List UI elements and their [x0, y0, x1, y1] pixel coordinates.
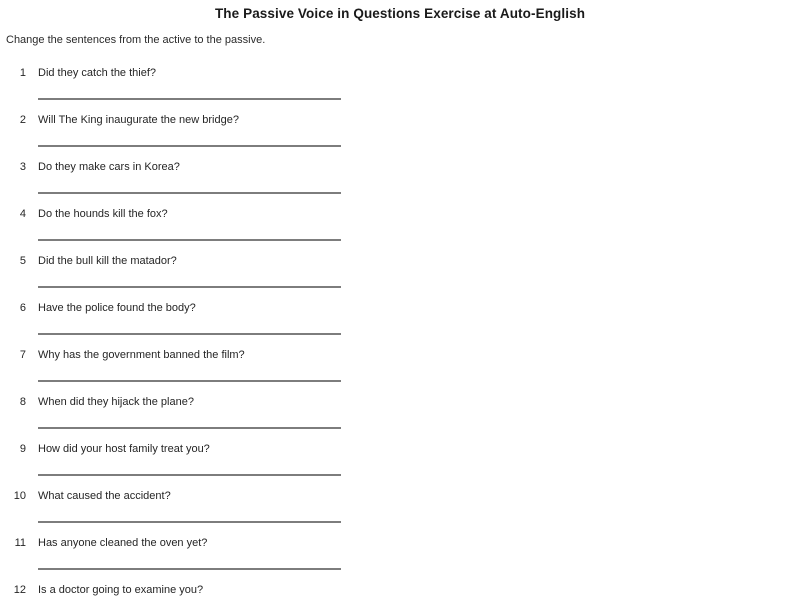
question-list: [0, 64, 800, 600]
answer-blank-line: [38, 286, 341, 288]
question-item: [0, 299, 800, 346]
question-number: 2: [19, 114, 26, 126]
question-number: 9: [19, 443, 26, 455]
question-text: Is a doctor going to examine you?: [38, 584, 204, 596]
question-text: What caused the accident?: [38, 490, 171, 502]
question-item: [0, 581, 800, 600]
question-text: Do they make cars in Korea?: [38, 161, 180, 173]
answer-blank-line: [38, 145, 341, 147]
question-number: 10: [13, 490, 26, 502]
answer-blank-line: [38, 239, 341, 241]
question-number: 5: [19, 255, 26, 267]
question-item: [0, 111, 800, 158]
question-item: [0, 487, 800, 534]
answer-blank-line: [38, 380, 341, 382]
question-text: Have the police found the body?: [38, 302, 196, 314]
question-item: [0, 440, 800, 487]
question-number: 1: [19, 67, 26, 79]
question-number: 3: [19, 161, 26, 173]
question-item: [0, 393, 800, 440]
question-item: [0, 346, 800, 393]
question-text: When did they hijack the plane?: [38, 396, 194, 408]
answer-blank-line: [38, 333, 341, 335]
instruction-text: Change the sentences from the active to the passive.: [6, 34, 266, 46]
answer-blank-line: [38, 521, 341, 523]
question-item: [0, 158, 800, 205]
answer-blank-line: [38, 427, 341, 429]
question-item: [0, 64, 800, 111]
question-number: 4: [19, 208, 26, 220]
question-item: [0, 205, 800, 252]
question-number: 8: [19, 396, 26, 408]
question-text: Did the bull kill the matador?: [38, 255, 177, 267]
question-text: Will The King inaugurate the new bridge?: [38, 114, 239, 126]
answer-blank-line: [38, 568, 341, 570]
question-item: [0, 252, 800, 299]
question-text: Do the hounds kill the fox?: [38, 208, 168, 220]
question-text: Has anyone cleaned the oven yet?: [38, 537, 208, 549]
question-number: 7: [19, 349, 26, 361]
question-number: 12: [13, 584, 26, 596]
question-item: [0, 534, 800, 581]
answer-blank-line: [38, 98, 341, 100]
question-text: Why has the government banned the film?: [38, 349, 245, 361]
question-text: Did they catch the thief?: [38, 67, 157, 79]
answer-blank-line: [38, 474, 341, 476]
page-title: The Passive Voice in Questions Exercise at Auto-English: [214, 6, 586, 21]
question-text: How did your host family treat you?: [38, 443, 210, 455]
question-number: 11: [14, 537, 26, 549]
question-number: 6: [19, 302, 26, 314]
answer-blank-line: [38, 192, 341, 194]
